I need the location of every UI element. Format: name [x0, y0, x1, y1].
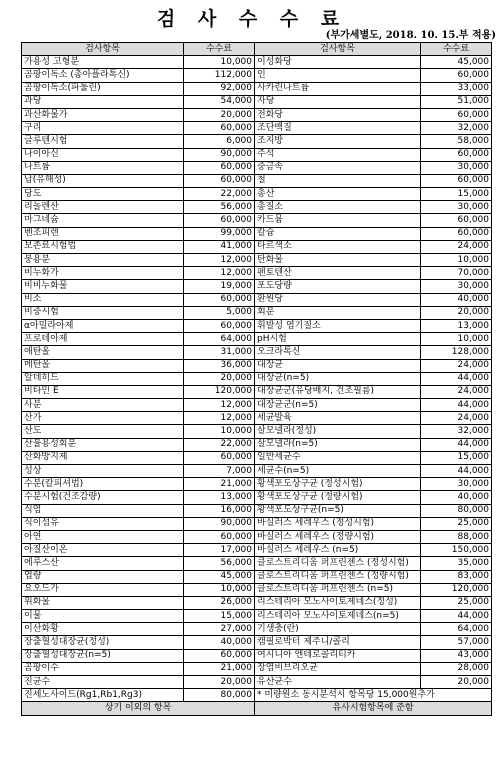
item-fee-left: 10,000 [184, 56, 255, 69]
item-name-right: 조단백질 [255, 122, 421, 135]
item-name-right: 타르색소 [255, 240, 421, 253]
item-fee-left: 56,000 [184, 557, 255, 570]
item-name-left: 식염 [22, 504, 184, 517]
item-name-left: 산화방지제 [22, 451, 184, 464]
item-name-right: 대장균군(유당배지, 건조필름) [255, 385, 421, 398]
table-row [22, 596, 492, 609]
header-item-left: 검사항목 [22, 43, 184, 56]
item-name-right: 이성화당 [255, 56, 421, 69]
table-row [22, 214, 492, 227]
item-fee-right: 25,000 [421, 517, 492, 530]
table-row [22, 122, 492, 135]
item-fee-left: 13,000 [184, 491, 255, 504]
item-fee-right: 20,000 [421, 306, 492, 319]
item-name-left: 이물 [22, 610, 184, 623]
item-name-right: * 미량원소 동시분석시 항목당 15,000원추가 [255, 689, 492, 702]
page-subtitle: (부가세별도, 2018. 10. 15.부 적용) [325, 30, 496, 41]
table-row [22, 293, 492, 306]
table-row [22, 227, 492, 240]
footer-note-left: 상기 이외의 항목 [22, 702, 255, 715]
item-name-right: 휘발성 염기질소 [255, 319, 421, 332]
item-name-left: 나트륨 [22, 161, 184, 174]
item-name-right: 유산균수 [255, 676, 421, 689]
item-fee-left: 60,000 [184, 451, 255, 464]
item-name-left: 진세노사이드(Rg1,Rb1,Rg3) [22, 689, 184, 702]
item-fee-left: 60,000 [184, 161, 255, 174]
table-row [22, 319, 492, 332]
item-fee-left: 20,000 [184, 676, 255, 689]
item-fee-left: 27,000 [184, 623, 255, 636]
item-fee-right: 15,000 [421, 188, 492, 201]
item-fee-left: 12,000 [184, 254, 255, 267]
header-fee-right: 수수료 [421, 43, 492, 56]
table-row [22, 108, 492, 121]
item-fee-right: 30,000 [421, 280, 492, 293]
item-fee-left: 45,000 [184, 570, 255, 583]
table-row [22, 544, 492, 557]
item-fee-left: 60,000 [184, 122, 255, 135]
item-name-right: 회분 [255, 306, 421, 319]
item-name-right: 펜토텐산 [255, 267, 421, 280]
item-fee-right: 60,000 [421, 214, 492, 227]
item-fee-left: 5,000 [184, 306, 255, 319]
item-name-left: 산가 [22, 412, 184, 425]
item-name-right: 총산 [255, 188, 421, 201]
item-name-right: 황색포도상구균(n=5) [255, 504, 421, 517]
table-row [22, 254, 492, 267]
table-row [22, 148, 492, 161]
footer-note-right: 유사시험항목에 준함 [255, 702, 492, 715]
item-name-right: 살모넬라(n=5) [255, 438, 421, 451]
item-name-right: 살모넬라(정성) [255, 425, 421, 438]
table-row [22, 399, 492, 412]
item-fee-left: 36,000 [184, 359, 255, 372]
table-row [22, 201, 492, 214]
item-name-left: 성상 [22, 465, 184, 478]
table-row [22, 56, 492, 69]
item-fee-left: 22,000 [184, 438, 255, 451]
item-fee-right: 57,000 [421, 636, 492, 649]
table-row [22, 517, 492, 530]
item-fee-right: 24,000 [421, 385, 492, 398]
item-name-right: 리스테리아 모노사이토제네스(정성) [255, 596, 421, 609]
item-fee-left: 21,000 [184, 662, 255, 675]
item-fee-right: 33,000 [421, 82, 492, 95]
item-fee-left: 112,000 [184, 69, 255, 82]
item-name-right: 칼슘 [255, 227, 421, 240]
table-row [22, 676, 492, 689]
item-fee-right: 43,000 [421, 649, 492, 662]
item-name-left: 가용성 고형분 [22, 56, 184, 69]
item-fee-right: 25,000 [421, 596, 492, 609]
fee-table [21, 42, 492, 716]
table-row [22, 465, 492, 478]
item-fee-right: 60,000 [421, 174, 492, 187]
item-fee-right: 58,000 [421, 135, 492, 148]
item-fee-right: 88,000 [421, 530, 492, 543]
item-name-left: 장출혈성대장균(정성) [22, 636, 184, 649]
table-row [22, 636, 492, 649]
item-fee-left: 20,000 [184, 108, 255, 121]
item-name-left: 진균수 [22, 676, 184, 689]
item-fee-left: 60,000 [184, 530, 255, 543]
table-row [22, 412, 492, 425]
item-fee-left: 60,000 [184, 649, 255, 662]
item-name-right: 캠필로박터 제주니/콜리 [255, 636, 421, 649]
item-name-right: 탄화물 [255, 254, 421, 267]
item-fee-right: 24,000 [421, 359, 492, 372]
item-name-left: 프로테아제 [22, 333, 184, 346]
item-name-right: 바실러스 세레우스 (정성시험) [255, 517, 421, 530]
table-row [22, 161, 492, 174]
item-name-right: 클로스트리디움 퍼프린젠스 (정성시험) [255, 557, 421, 570]
table-row [22, 557, 492, 570]
item-name-right: 사카린나트륨 [255, 82, 421, 95]
item-name-left: 이산화황 [22, 623, 184, 636]
item-name-left: 요오드가 [22, 583, 184, 596]
item-name-left: 비누화가 [22, 267, 184, 280]
item-name-right: pH시험 [255, 333, 421, 346]
item-name-left: 알데히드 [22, 372, 184, 385]
item-fee-right: 64,000 [421, 623, 492, 636]
item-fee-left: 10,000 [184, 425, 255, 438]
item-name-left: 사분 [22, 399, 184, 412]
item-name-left: 엽량 [22, 570, 184, 583]
item-fee-left: 12,000 [184, 412, 255, 425]
item-name-right: 황색포도상구균 (정성시험) [255, 478, 421, 491]
item-fee-left: 7,000 [184, 465, 255, 478]
item-fee-right: 80,000 [421, 504, 492, 517]
table-row [22, 504, 492, 517]
item-fee-left: 12,000 [184, 267, 255, 280]
item-fee-right: 44,000 [421, 399, 492, 412]
item-fee-right: 60,000 [421, 108, 492, 121]
item-fee-left: 12,000 [184, 399, 255, 412]
item-fee-left: 17,000 [184, 544, 255, 557]
item-fee-right: 10,000 [421, 254, 492, 267]
item-fee-right: 15,000 [421, 451, 492, 464]
item-fee-right: 35,000 [421, 557, 492, 570]
item-fee-right: 30,000 [421, 201, 492, 214]
item-fee-left: 19,000 [184, 280, 255, 293]
item-fee-left: 80,000 [184, 689, 255, 702]
header-fee-left: 수수료 [184, 43, 255, 56]
item-fee-right: 44,000 [421, 610, 492, 623]
item-name-left: 비중시험 [22, 306, 184, 319]
item-fee-right: 45,000 [421, 56, 492, 69]
table-row [22, 135, 492, 148]
table-row [22, 306, 492, 319]
item-name-left: 위화물 [22, 596, 184, 609]
table-header-row [22, 43, 492, 56]
table-row [22, 570, 492, 583]
item-fee-left: 15,000 [184, 610, 255, 623]
item-fee-right: 51,000 [421, 95, 492, 108]
table-row [22, 359, 492, 372]
item-fee-right: 20,000 [421, 676, 492, 689]
item-fee-left: 64,000 [184, 333, 255, 346]
item-fee-left: 26,000 [184, 596, 255, 609]
item-name-left: 곰팡이독소(파툴린) [22, 82, 184, 95]
item-fee-left: 22,000 [184, 188, 255, 201]
item-name-left: 붕용분 [22, 254, 184, 267]
item-name-left: 수분시험(건조감량) [22, 491, 184, 504]
item-name-right: 기생충(란) [255, 623, 421, 636]
item-fee-left: 90,000 [184, 148, 255, 161]
item-fee-left: 31,000 [184, 346, 255, 359]
item-name-left: 곰팡이독소 (총아플라톡신) [22, 69, 184, 82]
item-name-left: 벤조피렌 [22, 227, 184, 240]
item-name-left: 곰팡이수 [22, 662, 184, 675]
item-name-left: 보존료시험법 [22, 240, 184, 253]
item-name-left: 에루스산 [22, 557, 184, 570]
item-name-left: 장출혈성대장균(n=5) [22, 649, 184, 662]
table-row [22, 333, 492, 346]
item-fee-right: 44,000 [421, 465, 492, 478]
table-row [22, 372, 492, 385]
item-fee-left: 60,000 [184, 214, 255, 227]
item-fee-left: 41,000 [184, 240, 255, 253]
item-name-right: 중금속 [255, 161, 421, 174]
item-name-left: 메탄올 [22, 359, 184, 372]
item-fee-left: 10,000 [184, 583, 255, 596]
item-fee-right: 30,000 [421, 478, 492, 491]
item-name-left: 비비누화물 [22, 280, 184, 293]
item-name-right: 대장균군(n=5) [255, 399, 421, 412]
table-row [22, 346, 492, 359]
item-name-right: 일반세균수 [255, 451, 421, 464]
item-fee-left: 56,000 [184, 201, 255, 214]
item-fee-right: 44,000 [421, 438, 492, 451]
item-fee-right: 32,000 [421, 122, 492, 135]
item-name-right: 황색포도상구균 (정량시험) [255, 491, 421, 504]
item-fee-left: 6,000 [184, 135, 255, 148]
item-name-right: 대장균 [255, 359, 421, 372]
item-name-left: 과산화물가 [22, 108, 184, 121]
item-name-right: 환원당 [255, 293, 421, 306]
item-name-right: 세균수(n=5) [255, 465, 421, 478]
item-name-right: 주석 [255, 148, 421, 161]
item-fee-right: 24,000 [421, 412, 492, 425]
item-name-left: 비소 [22, 293, 184, 306]
table-row [22, 174, 492, 187]
item-name-right: 포도당량 [255, 280, 421, 293]
item-name-left: 당도 [22, 188, 184, 201]
item-fee-right: 13,000 [421, 319, 492, 332]
table-row [22, 82, 492, 95]
item-fee-left: 99,000 [184, 227, 255, 240]
item-name-right: 클로스트리디움 퍼프린젠스 (정량시험) [255, 570, 421, 583]
item-fee-right: 60,000 [421, 227, 492, 240]
item-fee-right: 32,000 [421, 425, 492, 438]
item-name-left: α아밀라아제 [22, 319, 184, 332]
item-fee-right: 30,000 [421, 161, 492, 174]
item-name-right: 전화당 [255, 108, 421, 121]
item-fee-right: 40,000 [421, 293, 492, 306]
item-name-left: 수분(칼피셔법) [22, 478, 184, 491]
item-name-right: 철 [255, 174, 421, 187]
item-fee-left: 60,000 [184, 174, 255, 187]
item-name-left: 마그네슘 [22, 214, 184, 227]
item-fee-right: 28,000 [421, 662, 492, 675]
item-fee-left: 90,000 [184, 517, 255, 530]
table-row [22, 425, 492, 438]
item-name-right: 카드뮴 [255, 214, 421, 227]
table-row [22, 478, 492, 491]
table-footer-row [22, 702, 492, 715]
table-row [22, 530, 492, 543]
item-fee-right: 128,000 [421, 346, 492, 359]
item-fee-right: 24,000 [421, 240, 492, 253]
table-row [22, 385, 492, 398]
item-fee-right: 83,000 [421, 570, 492, 583]
item-name-right: 여시니아 엔테로콜리티카 [255, 649, 421, 662]
item-name-left: 구리 [22, 122, 184, 135]
item-name-right: 세균발육 [255, 412, 421, 425]
table-row [22, 610, 492, 623]
item-fee-right: 40,000 [421, 491, 492, 504]
item-name-left: 과당 [22, 95, 184, 108]
item-fee-right: 60,000 [421, 148, 492, 161]
item-fee-left: 92,000 [184, 82, 255, 95]
item-name-right: 바실러스 세레우스 (n=5) [255, 544, 421, 557]
table-row [22, 95, 492, 108]
table-row [22, 649, 492, 662]
item-fee-left: 54,000 [184, 95, 255, 108]
item-name-right: 인 [255, 69, 421, 82]
table-row [22, 240, 492, 253]
item-fee-left: 20,000 [184, 372, 255, 385]
item-name-right: 조지방 [255, 135, 421, 148]
item-name-left: 아질산이온 [22, 544, 184, 557]
table-row [22, 623, 492, 636]
item-name-left: 비타민 E [22, 385, 184, 398]
item-name-left: 식이섬유 [22, 517, 184, 530]
item-fee-right: 120,000 [421, 583, 492, 596]
item-name-left: 애탄올 [22, 346, 184, 359]
header-item-right: 검사항목 [255, 43, 421, 56]
item-name-right: 대장균(n=5) [255, 372, 421, 385]
item-fee-right: 10,000 [421, 333, 492, 346]
item-fee-left: 40,000 [184, 636, 255, 649]
item-fee-right: 60,000 [421, 69, 492, 82]
item-fee-left: 60,000 [184, 319, 255, 332]
item-fee-right: 70,000 [421, 267, 492, 280]
item-fee-left: 16,000 [184, 504, 255, 517]
item-name-left: 납(유해성) [22, 174, 184, 187]
item-name-left: 글루텐시험 [22, 135, 184, 148]
item-name-right: 리스테리아 모노사이토제네스(n=5) [255, 610, 421, 623]
item-fee-left: 21,000 [184, 478, 255, 491]
item-name-left: 아연 [22, 530, 184, 543]
table-row [22, 662, 492, 675]
item-fee-right: 44,000 [421, 372, 492, 385]
table-row [22, 280, 492, 293]
item-name-left: 나이아신 [22, 148, 184, 161]
table-row [22, 267, 492, 280]
item-name-left: 산불용성회분 [22, 438, 184, 451]
table-row [22, 689, 492, 702]
item-name-right: 장염비브리오균 [255, 662, 421, 675]
table-row [22, 69, 492, 82]
fee-table-body [22, 56, 492, 702]
table-row [22, 188, 492, 201]
item-name-right: 총질소 [255, 201, 421, 214]
item-name-right: 바실러스 세레우스 (정량시험) [255, 530, 421, 543]
item-fee-right: 150,000 [421, 544, 492, 557]
page-title: 검 사 수 수 료 [156, 8, 348, 30]
item-name-right: 오크라톡신 [255, 346, 421, 359]
item-name-left: 산도 [22, 425, 184, 438]
item-name-right: 자당 [255, 95, 421, 108]
table-row [22, 583, 492, 596]
table-row [22, 451, 492, 464]
item-name-right: 클로스트리디움 퍼프린젠스 (n=5) [255, 583, 421, 596]
item-name-left: 리놀렌산 [22, 201, 184, 214]
table-row [22, 491, 492, 504]
item-fee-left: 60,000 [184, 293, 255, 306]
table-row [22, 438, 492, 451]
item-fee-left: 120,000 [184, 385, 255, 398]
